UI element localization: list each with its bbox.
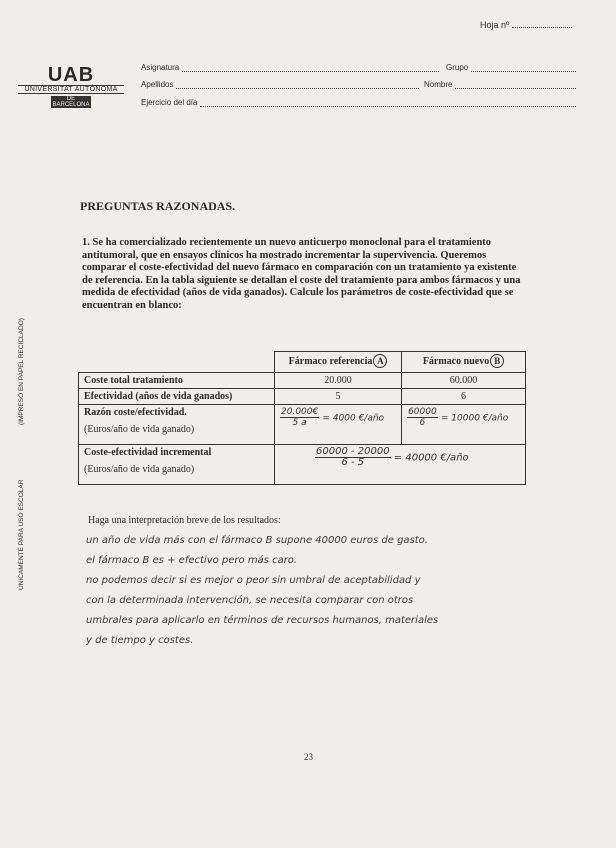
university-name: UNIVERSITAT AUTÒNOMA (18, 85, 124, 94)
handwritten-answer (86, 531, 586, 651)
exercise-date-line (200, 98, 576, 107)
answer-line: no podemos decir si es mejor o peor sin umbral de aceptabilidad y (86, 575, 421, 586)
group-label: Grupo (446, 63, 469, 72)
incremental-denominator: 6 - 5 (341, 457, 365, 468)
ratio-reference-result: = 4000 €/año (322, 413, 385, 424)
surname-field (141, 80, 419, 89)
ratio-new-fraction (407, 407, 438, 428)
section-title: PREGUNTAS RAZONADAS. (80, 199, 236, 213)
logo-text: UAB (47, 64, 95, 86)
header-reference-drug (275, 352, 402, 373)
cost-new: 60.000 (402, 373, 526, 389)
ratio-new-denominator: 6 (419, 418, 426, 428)
table-row (79, 373, 526, 389)
interpretation-prompt: Haga una interpretación breve de los resultados: (88, 515, 281, 526)
group-line (471, 63, 576, 72)
incremental-label-line2: (Euros/año de vida ganado) (84, 464, 195, 475)
incremental-numerator: 60000 - 20000 (316, 446, 390, 457)
sheet-number-line (512, 27, 572, 28)
ratio-label-line1: Razón coste/efectividad. (84, 407, 187, 418)
subject-line (182, 63, 439, 72)
answer-line: con la determinada intervención, se necesita comparar con otros (86, 595, 414, 606)
answer-line: el fármaco B es + efectivo pero más caro. (86, 555, 298, 566)
name-line (455, 80, 576, 89)
side-text-school-use: ÚNICAMENTE PARA USO ESCOLAR (18, 479, 25, 590)
university-logo (18, 66, 124, 108)
exercise-date-field (141, 98, 576, 107)
logo-tag: DE BARCELONA (52, 96, 90, 108)
table-header-row (79, 352, 526, 373)
answer-line: un año de vida más con el fármaco B supone 40000 euros de gasto. (86, 535, 428, 546)
incremental-result: = 40000 €/año (393, 452, 469, 464)
ratio-new-answer (402, 405, 526, 445)
subject-field (141, 63, 439, 72)
cost-label: Coste total tratamiento (79, 373, 275, 389)
incremental-fraction (315, 447, 391, 468)
page-number: 23 (304, 752, 313, 762)
incremental-label-line1: Coste-efectividad incremental (84, 447, 212, 458)
question-text: 1. Se ha comercializado recientemente un nuevo anticuerpo monoclonal para el tratamiento antitumoral, que en ensayos clínicos ha mostrado incrementar la supervivencia. Queremos comparar el coste-efectividad del nuevo fármaco en comparación con un tratamiento ya existente de referencia. En la tabla siguiente se detallan el coste del tratamiento para ambos fármacos y una medida de efectividad (años de vida ganados). Calcule los parámetros de coste-efectividad que se encuentran en blanco: (82, 237, 521, 311)
header-new-label: Fármaco nuevo (422, 356, 490, 367)
effectiveness-reference: 5 (275, 389, 402, 405)
table-row (79, 445, 526, 485)
exercise-date-label: Ejercicio del día (141, 98, 198, 107)
name-label: Nombre (424, 80, 453, 89)
ratio-label (79, 405, 275, 445)
effectiveness-label: Efectividad (años de vida ganados) (79, 389, 275, 405)
answer-line: umbrales para aplicarlo en términos de recursos humanos, materiales (86, 615, 439, 626)
name-field (424, 80, 576, 89)
ratio-reference-denominator: 5 a (292, 418, 307, 428)
side-text-recycled: (IMPRESO EN PAPEL RECICLADO) (18, 318, 25, 425)
table-corner-cell (79, 352, 275, 373)
reference-mark: A (373, 354, 387, 368)
cost-reference: 20.000 (275, 373, 402, 389)
sheet-number-label: Hoja nº (480, 20, 510, 30)
header-reference-label: Fármaco referencia (288, 356, 373, 367)
cost-effectiveness-table (78, 351, 526, 485)
group-field (446, 63, 576, 72)
answer-line: y de tiempo y costes. (86, 635, 194, 646)
table-row (79, 389, 526, 405)
ratio-new-result: = 10000 €/año (440, 413, 509, 424)
ratio-reference-fraction (280, 407, 319, 428)
logo-mark (18, 66, 124, 84)
ratio-reference-answer (275, 405, 402, 445)
ratio-new-numerator: 60000 (408, 407, 437, 417)
new-mark: B (490, 354, 504, 368)
header-new-drug (402, 352, 526, 373)
table-row (79, 405, 526, 445)
surname-line (176, 80, 419, 89)
incremental-label (79, 445, 275, 485)
ratio-reference-numerator: 20.000€ (281, 407, 319, 417)
sheet-number-field (480, 20, 572, 30)
side-margin-text (18, 300, 28, 590)
ratio-label-line2: (Euros/año de vida ganado) (84, 424, 195, 435)
effectiveness-new: 6 (402, 389, 526, 405)
incremental-answer (275, 445, 526, 485)
subject-label: Asignatura (141, 63, 180, 72)
surname-label: Apellidos (141, 80, 174, 89)
